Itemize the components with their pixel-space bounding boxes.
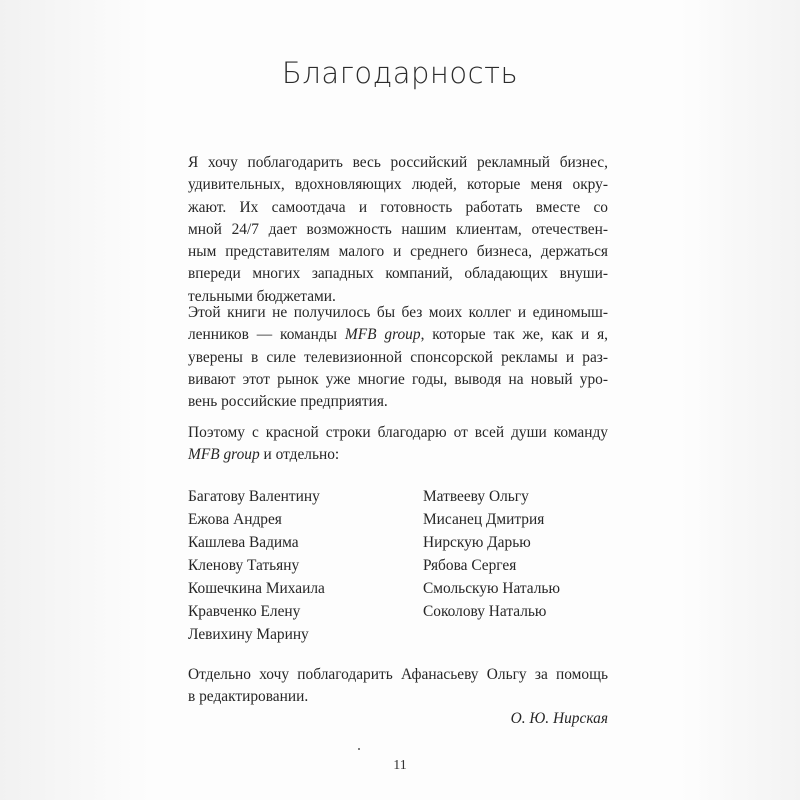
paragraph-4-line: Отдельно хочу поблагодарить Афанасьеву Ольгу за помощь <box>188 666 608 683</box>
paragraph-3-line: Поэтому с красной строки благодарю от всей души команду <box>188 424 608 441</box>
paragraph-1 <box>188 152 608 308</box>
names-list-right <box>423 485 560 623</box>
name-item: Матвееву Ольгу <box>423 488 529 505</box>
brand-name: MFB group <box>188 446 260 464</box>
brand-name: MFB group <box>344 326 421 344</box>
name-item: Кошечкина Михаила <box>188 580 325 597</box>
paragraph-1-line: впереди многих западных компаний, обладающих внуши- <box>188 265 608 283</box>
name-item: Рябова Сергея <box>423 557 517 574</box>
author-signature: О. Ю. Нирская <box>510 710 608 727</box>
paragraph-3 <box>188 422 608 467</box>
name-item: Соколову Наталью <box>423 603 547 620</box>
name-item: Кашлева Вадима <box>188 534 299 551</box>
name-item: Левихину Марину <box>188 626 309 643</box>
paragraph-2-line: вень российские предприятия. <box>188 393 388 411</box>
paragraph-4 <box>188 664 608 709</box>
page-title: Благодарность <box>281 56 519 90</box>
paragraph-2-line: вивают этот рынок уже многие годы, выводя на новый уро- <box>188 370 608 388</box>
paragraph-1-line: Я хочу поблагодарить весь российский рекламный бизнес, <box>188 154 608 171</box>
paragraph-1-line: жают. Их самоотдача и готовность работать вместе со <box>188 198 608 216</box>
name-item: Смольскую Наталью <box>423 580 560 597</box>
name-item: Мисанец Дмитрия <box>423 511 545 528</box>
paragraph-3-line <box>188 444 608 466</box>
paragraph-4-line: в редактировании. <box>188 688 309 706</box>
paragraph-1-line: мной 24/7 дает возможность нашим клиентам, отечествен- <box>188 220 608 238</box>
name-item: Багатову Валентину <box>188 488 320 505</box>
paragraph-2-line <box>188 324 608 346</box>
page-shadow-right <box>680 0 800 800</box>
name-item: Кленову Татьяну <box>188 557 300 574</box>
paragraph-1-line: удивительных, вдохновляющих людей, которые меня окру- <box>188 176 608 194</box>
paragraph-2-line: Этой книги не получилось бы без моих коллег и единомыш- <box>188 304 608 321</box>
paragraph-1-line: ным представителям малого и среднего бизнеса, держаться <box>188 243 608 261</box>
name-item: Кравченко Елену <box>188 603 301 620</box>
page-shadow-left <box>0 0 150 800</box>
paragraph-2-text: ленников — команды <box>188 326 345 344</box>
name-item: Нирскую Дарью <box>423 534 531 551</box>
name-item: Ежова Андрея <box>188 511 282 528</box>
page-number: 11 <box>393 758 407 773</box>
print-speck <box>358 748 360 750</box>
paragraph-1-line: тельными бюджетами. <box>188 287 336 305</box>
names-list-left <box>188 485 325 646</box>
paragraph-2-line: уверены в силе телевизионной спонсорской рекламы и раз- <box>188 348 608 366</box>
paragraph-3-text: и отдельно: <box>259 446 340 464</box>
paragraph-2 <box>188 302 608 413</box>
paragraph-2-text: , которые так же, как и я, <box>420 326 608 344</box>
